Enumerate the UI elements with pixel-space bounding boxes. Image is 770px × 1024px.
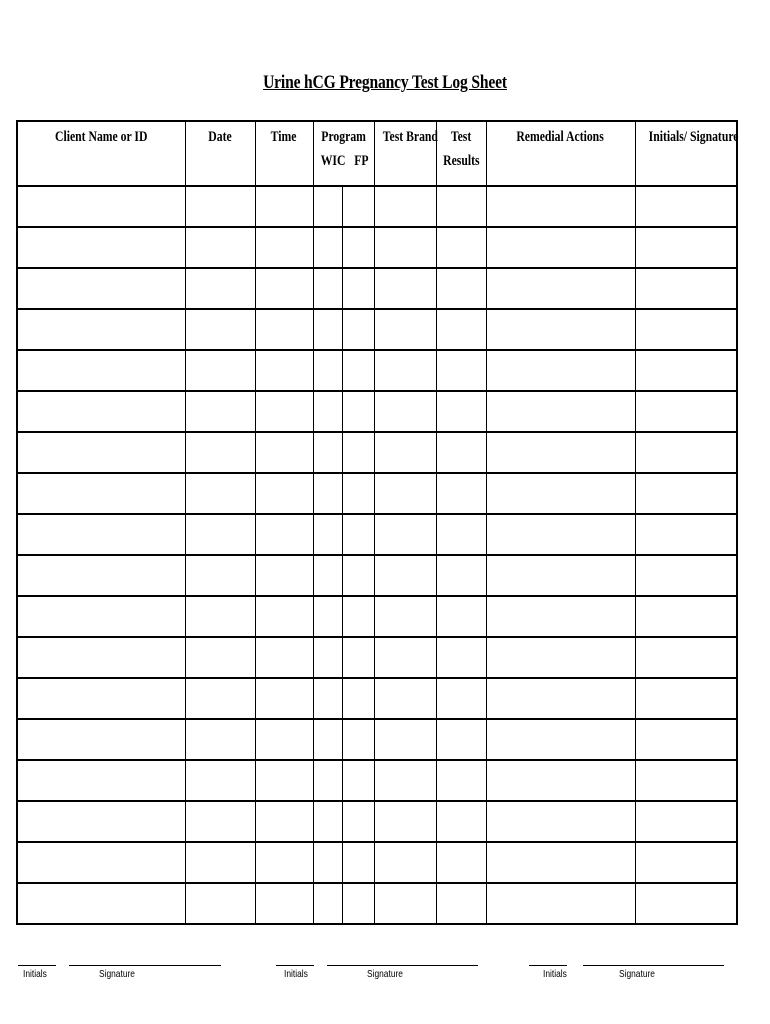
cell-time[interactable] bbox=[255, 555, 313, 596]
cell-remedial-actions[interactable] bbox=[486, 596, 635, 637]
program-divider bbox=[342, 556, 343, 595]
cell-remedial-actions[interactable] bbox=[486, 760, 635, 801]
cell-initials-signature[interactable] bbox=[635, 637, 737, 678]
cell-time[interactable] bbox=[255, 637, 313, 678]
cell-client[interactable] bbox=[17, 883, 185, 924]
table-row bbox=[17, 268, 737, 309]
cell-remedial-actions[interactable] bbox=[486, 883, 635, 924]
cell-test-brand[interactable] bbox=[374, 719, 436, 760]
cell-time[interactable] bbox=[255, 268, 313, 309]
cell-date[interactable] bbox=[185, 555, 255, 596]
table-row bbox=[17, 760, 737, 801]
program-divider bbox=[342, 761, 343, 800]
cell-test-brand[interactable] bbox=[374, 186, 436, 227]
cell-program[interactable] bbox=[313, 842, 374, 883]
cell-remedial-actions[interactable] bbox=[486, 637, 635, 678]
cell-date[interactable] bbox=[185, 391, 255, 432]
cell-time[interactable] bbox=[255, 719, 313, 760]
cell-test-brand[interactable] bbox=[374, 842, 436, 883]
cell-program[interactable] bbox=[313, 596, 374, 637]
signature-line[interactable] bbox=[327, 965, 478, 966]
table-row bbox=[17, 678, 737, 719]
program-divider bbox=[342, 802, 343, 841]
cell-remedial-actions[interactable] bbox=[486, 842, 635, 883]
cell-program[interactable] bbox=[313, 801, 374, 842]
table-row bbox=[17, 842, 737, 883]
cell-test-results[interactable] bbox=[436, 678, 486, 719]
cell-test-results[interactable] bbox=[436, 842, 486, 883]
cell-program[interactable] bbox=[313, 555, 374, 596]
cell-time[interactable] bbox=[255, 186, 313, 227]
cell-test-brand[interactable] bbox=[374, 309, 436, 350]
cell-initials-signature[interactable] bbox=[635, 432, 737, 473]
cell-program[interactable] bbox=[313, 350, 374, 391]
program-divider bbox=[342, 474, 343, 513]
cell-test-brand[interactable] bbox=[374, 268, 436, 309]
page-title: Urine hCG Pregnancy Test Log Sheet bbox=[263, 72, 507, 93]
cell-client[interactable] bbox=[17, 719, 185, 760]
cell-initials-signature[interactable] bbox=[635, 186, 737, 227]
initials-line[interactable] bbox=[529, 965, 567, 966]
header-client: Client Name or ID bbox=[17, 121, 185, 186]
cell-test-results[interactable] bbox=[436, 596, 486, 637]
table-row bbox=[17, 227, 737, 268]
cell-time[interactable] bbox=[255, 473, 313, 514]
cell-test-results[interactable] bbox=[436, 801, 486, 842]
table-row bbox=[17, 719, 737, 760]
header-time: Time bbox=[255, 121, 313, 186]
program-divider bbox=[342, 433, 343, 472]
initials-line[interactable] bbox=[276, 965, 314, 966]
cell-initials-signature[interactable] bbox=[635, 801, 737, 842]
log-table bbox=[16, 120, 738, 925]
program-divider bbox=[342, 269, 343, 308]
cell-initials-signature[interactable] bbox=[635, 883, 737, 924]
program-divider bbox=[342, 310, 343, 349]
cell-initials-signature[interactable] bbox=[635, 309, 737, 350]
program-divider bbox=[342, 515, 343, 554]
cell-program[interactable] bbox=[313, 268, 374, 309]
signature-label: Signature bbox=[99, 968, 135, 980]
table-row bbox=[17, 637, 737, 678]
table-row bbox=[17, 309, 737, 350]
program-divider bbox=[342, 638, 343, 677]
cell-date[interactable] bbox=[185, 268, 255, 309]
cell-time[interactable] bbox=[255, 883, 313, 924]
cell-date[interactable] bbox=[185, 309, 255, 350]
header-initials-signature: Initials/ Signature bbox=[635, 121, 737, 186]
cell-client[interactable] bbox=[17, 555, 185, 596]
cell-test-brand[interactable] bbox=[374, 678, 436, 719]
table-row bbox=[17, 186, 737, 227]
cell-client[interactable] bbox=[17, 678, 185, 719]
header-program-sub: WIC FP bbox=[320, 153, 369, 169]
cell-test-brand[interactable] bbox=[374, 227, 436, 268]
table-row bbox=[17, 883, 737, 924]
cell-program[interactable] bbox=[313, 514, 374, 555]
header-remedial-actions: Remedial Actions bbox=[486, 121, 635, 186]
table-row bbox=[17, 596, 737, 637]
program-divider bbox=[342, 884, 343, 923]
program-divider bbox=[342, 187, 343, 226]
cell-date[interactable] bbox=[185, 719, 255, 760]
cell-test-brand[interactable] bbox=[374, 555, 436, 596]
cell-remedial-actions[interactable] bbox=[486, 227, 635, 268]
cell-date[interactable] bbox=[185, 760, 255, 801]
cell-test-brand[interactable] bbox=[374, 760, 436, 801]
cell-date[interactable] bbox=[185, 350, 255, 391]
program-divider bbox=[342, 392, 343, 431]
cell-time[interactable] bbox=[255, 391, 313, 432]
cell-remedial-actions[interactable] bbox=[486, 391, 635, 432]
signature-footer bbox=[0, 962, 770, 992]
cell-date[interactable] bbox=[185, 678, 255, 719]
cell-time[interactable] bbox=[255, 432, 313, 473]
cell-test-results[interactable] bbox=[436, 391, 486, 432]
table-row bbox=[17, 432, 737, 473]
cell-client[interactable] bbox=[17, 186, 185, 227]
cell-time[interactable] bbox=[255, 842, 313, 883]
cell-time[interactable] bbox=[255, 760, 313, 801]
cell-test-results[interactable] bbox=[436, 350, 486, 391]
cell-program[interactable] bbox=[313, 309, 374, 350]
header-test-results: Test Results bbox=[436, 121, 486, 186]
cell-date[interactable] bbox=[185, 637, 255, 678]
cell-date[interactable] bbox=[185, 883, 255, 924]
cell-date[interactable] bbox=[185, 514, 255, 555]
initials-label: Initials bbox=[23, 968, 47, 980]
cell-remedial-actions[interactable] bbox=[486, 801, 635, 842]
cell-test-brand[interactable] bbox=[374, 801, 436, 842]
cell-remedial-actions[interactable] bbox=[486, 514, 635, 555]
header-date: Date bbox=[185, 121, 255, 186]
program-divider bbox=[342, 228, 343, 267]
cell-initials-signature[interactable] bbox=[635, 350, 737, 391]
cell-remedial-actions[interactable] bbox=[486, 309, 635, 350]
cell-program[interactable] bbox=[313, 186, 374, 227]
cell-time[interactable] bbox=[255, 678, 313, 719]
initials-line[interactable] bbox=[18, 965, 56, 966]
table-row bbox=[17, 801, 737, 842]
cell-remedial-actions[interactable] bbox=[486, 473, 635, 514]
cell-date[interactable] bbox=[185, 432, 255, 473]
cell-client[interactable] bbox=[17, 801, 185, 842]
cell-test-results[interactable] bbox=[436, 637, 486, 678]
cell-initials-signature[interactable] bbox=[635, 268, 737, 309]
cell-remedial-actions[interactable] bbox=[486, 432, 635, 473]
cell-test-results[interactable] bbox=[436, 883, 486, 924]
program-divider bbox=[342, 843, 343, 882]
cell-program[interactable] bbox=[313, 760, 374, 801]
table-row bbox=[17, 350, 737, 391]
cell-program[interactable] bbox=[313, 473, 374, 514]
cell-date[interactable] bbox=[185, 227, 255, 268]
cell-test-results[interactable] bbox=[436, 473, 486, 514]
cell-initials-signature[interactable] bbox=[635, 678, 737, 719]
cell-client[interactable] bbox=[17, 350, 185, 391]
table-header-row bbox=[17, 121, 737, 186]
cell-client[interactable] bbox=[17, 268, 185, 309]
cell-initials-signature[interactable] bbox=[635, 719, 737, 760]
cell-initials-signature[interactable] bbox=[635, 555, 737, 596]
program-divider bbox=[342, 597, 343, 636]
cell-date[interactable] bbox=[185, 596, 255, 637]
cell-test-brand[interactable] bbox=[374, 514, 436, 555]
cell-date[interactable] bbox=[185, 801, 255, 842]
cell-time[interactable] bbox=[255, 350, 313, 391]
program-divider bbox=[342, 720, 343, 759]
cell-initials-signature[interactable] bbox=[635, 391, 737, 432]
cell-remedial-actions[interactable] bbox=[486, 719, 635, 760]
cell-client[interactable] bbox=[17, 842, 185, 883]
cell-time[interactable] bbox=[255, 514, 313, 555]
initials-label: Initials bbox=[543, 968, 567, 980]
table-row bbox=[17, 514, 737, 555]
cell-test-results[interactable] bbox=[436, 227, 486, 268]
cell-time[interactable] bbox=[255, 227, 313, 268]
cell-client[interactable] bbox=[17, 514, 185, 555]
header-test-brand: Test Brand bbox=[374, 121, 436, 186]
table-row bbox=[17, 555, 737, 596]
cell-test-results[interactable] bbox=[436, 555, 486, 596]
cell-test-brand[interactable] bbox=[374, 432, 436, 473]
cell-program[interactable] bbox=[313, 678, 374, 719]
cell-remedial-actions[interactable] bbox=[486, 555, 635, 596]
cell-program[interactable] bbox=[313, 883, 374, 924]
signature-line[interactable] bbox=[69, 965, 221, 966]
cell-program[interactable] bbox=[313, 432, 374, 473]
cell-client[interactable] bbox=[17, 227, 185, 268]
cell-client[interactable] bbox=[17, 432, 185, 473]
cell-initials-signature[interactable] bbox=[635, 842, 737, 883]
cell-client[interactable] bbox=[17, 391, 185, 432]
cell-test-brand[interactable] bbox=[374, 596, 436, 637]
cell-time[interactable] bbox=[255, 596, 313, 637]
cell-test-brand[interactable] bbox=[374, 883, 436, 924]
cell-client[interactable] bbox=[17, 637, 185, 678]
cell-test-results[interactable] bbox=[436, 760, 486, 801]
cell-time[interactable] bbox=[255, 309, 313, 350]
cell-initials-signature[interactable] bbox=[635, 227, 737, 268]
signature-line[interactable] bbox=[583, 965, 724, 966]
cell-date[interactable] bbox=[185, 842, 255, 883]
cell-test-results[interactable] bbox=[436, 268, 486, 309]
cell-test-results[interactable] bbox=[436, 186, 486, 227]
cell-program[interactable] bbox=[313, 719, 374, 760]
cell-test-brand[interactable] bbox=[374, 391, 436, 432]
cell-program[interactable] bbox=[313, 637, 374, 678]
header-program: Program WIC FP bbox=[313, 121, 374, 186]
cell-initials-signature[interactable] bbox=[635, 473, 737, 514]
cell-remedial-actions[interactable] bbox=[486, 186, 635, 227]
cell-client[interactable] bbox=[17, 473, 185, 514]
signature-label: Signature bbox=[367, 968, 403, 980]
cell-remedial-actions[interactable] bbox=[486, 678, 635, 719]
signature-label: Signature bbox=[619, 968, 655, 980]
cell-test-brand[interactable] bbox=[374, 473, 436, 514]
cell-client[interactable] bbox=[17, 596, 185, 637]
cell-test-results[interactable] bbox=[436, 309, 486, 350]
cell-program[interactable] bbox=[313, 227, 374, 268]
cell-date[interactable] bbox=[185, 473, 255, 514]
program-divider bbox=[342, 351, 343, 390]
cell-test-results[interactable] bbox=[436, 719, 486, 760]
cell-initials-signature[interactable] bbox=[635, 760, 737, 801]
cell-test-brand[interactable] bbox=[374, 350, 436, 391]
cell-test-results[interactable] bbox=[436, 432, 486, 473]
cell-initials-signature[interactable] bbox=[635, 596, 737, 637]
cell-test-brand[interactable] bbox=[374, 637, 436, 678]
cell-remedial-actions[interactable] bbox=[486, 350, 635, 391]
cell-program[interactable] bbox=[313, 391, 374, 432]
cell-date[interactable] bbox=[185, 186, 255, 227]
cell-initials-signature[interactable] bbox=[635, 514, 737, 555]
initials-label: Initials bbox=[284, 968, 308, 980]
cell-client[interactable] bbox=[17, 309, 185, 350]
cell-client[interactable] bbox=[17, 760, 185, 801]
table-row bbox=[17, 473, 737, 514]
program-divider bbox=[342, 679, 343, 718]
cell-remedial-actions[interactable] bbox=[486, 268, 635, 309]
table-row bbox=[17, 391, 737, 432]
cell-test-results[interactable] bbox=[436, 514, 486, 555]
cell-time[interactable] bbox=[255, 801, 313, 842]
